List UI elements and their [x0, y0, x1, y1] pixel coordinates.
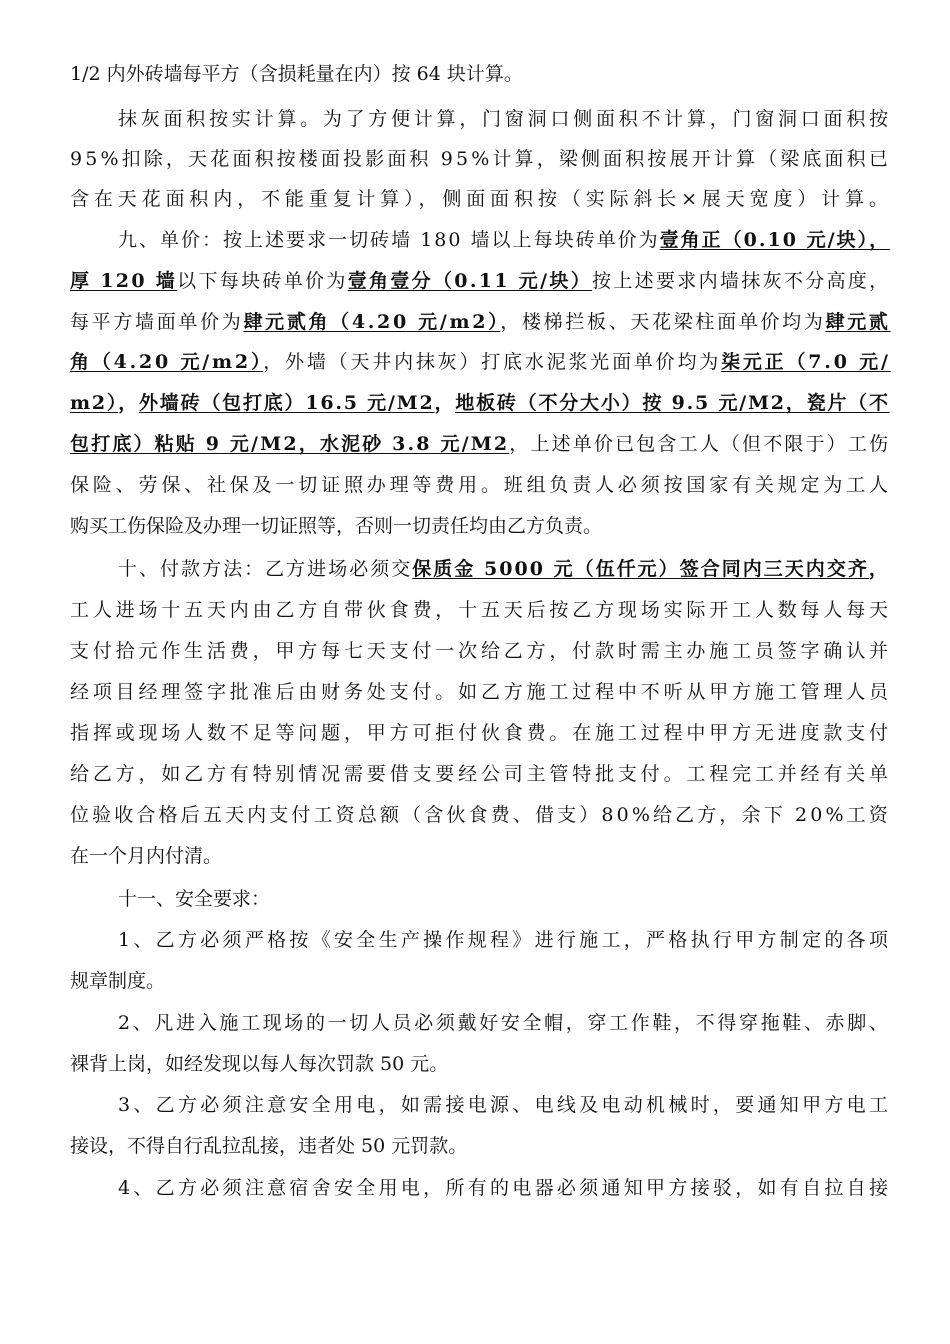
- text-line: [0, 795, 950, 835]
- text-segment: 3、乙方必须注意安全用电，如需接电源、电线及电动机械时，要通知甲方电工: [118, 1094, 892, 1116]
- emphasized-text: 柒元正（7.0 元/: [721, 351, 891, 373]
- text-segment: 裸背上岗，如经发现以每人每次罚款 50 元。: [70, 1053, 449, 1075]
- text-segment: 九、单价：按上述要求一切砖墙 180 墙以上每块砖单价为: [118, 229, 660, 251]
- text-line: [0, 261, 950, 301]
- text-segment: 接设，不得自行乱拉乱接，违者处 50 元罚款。: [70, 1135, 468, 1157]
- text-line: [0, 754, 950, 794]
- text-segment: 规章制度。: [70, 970, 166, 992]
- text-segment: 十一、安全要求：: [118, 888, 271, 910]
- text-segment: 位验收合格后五天内支付工资总额（含伙食费、借支）80%给乙方，余下 20%工资: [70, 804, 891, 826]
- emphasized-text: 角（4.20 元/m2）: [70, 351, 264, 373]
- text-line: [0, 879, 950, 919]
- text-line: [0, 139, 950, 179]
- text-line: [0, 713, 950, 753]
- text-segment: 经项目经理签字批准后由财务处支付。如乙方施工过程中不听从甲方施工管理人员: [70, 681, 892, 703]
- text-line: [0, 220, 950, 260]
- text-segment: ，: [868, 558, 890, 580]
- text-segment: 4、乙方必须注意宿舍安全用电，所有的电器必须通知甲方接驳，如有自拉自接: [118, 1177, 892, 1199]
- text-line: [0, 506, 950, 546]
- text-segment: ，上述单价已包含工人（但不限于）工伤: [509, 433, 891, 455]
- text-line: [0, 342, 950, 382]
- text-line: [0, 549, 950, 589]
- text-segment: 十、付款方法：乙方进场必须交: [118, 558, 413, 580]
- emphasized-text: 壹角壹分（0.11 元/块）: [347, 270, 593, 292]
- text-line: [0, 179, 950, 219]
- emphasized-text: 肆元贰: [825, 311, 891, 333]
- text-line: [0, 1044, 950, 1084]
- text-line: [0, 1168, 950, 1208]
- text-line: [0, 672, 950, 712]
- text-segment: 含在天花面积内，不能重复计算），侧面面积按（实际斜长×展天宽度）计算。: [70, 188, 893, 210]
- text-line: [0, 590, 950, 630]
- text-line: [0, 99, 950, 139]
- emphasized-text: 包打底）粘贴 9 元/M2，水泥砂 3.8 元/M2: [70, 433, 510, 455]
- text-line: [0, 631, 950, 671]
- text-segment: 在一个月内付清。: [70, 845, 223, 867]
- text-segment: 抹灰面积按实计算。为了方便计算，门窗洞口侧面积不计算，门窗洞口面积按: [118, 108, 892, 130]
- text-line: [0, 836, 950, 876]
- text-segment: 购买工伤保险及办理一切证照等，否则一切责任均由乙方负责。: [70, 515, 603, 537]
- emphasized-text: 外墙砖（包打底）16.5 元/M2: [139, 392, 435, 414]
- text-segment: 保险、劳保、社保及一切证照办理等费用。班组负责人必须按国家有关规定为工人: [70, 474, 892, 496]
- text-segment: 2、凡进入施工现场的一切人员必须戴好安全帽，穿工作鞋，不得穿拖鞋、赤脚、: [118, 1012, 891, 1034]
- emphasized-text: m2）: [70, 392, 119, 414]
- text-segment: 指挥或现场人数不足等问题，甲方可拒付伙食费。在施工过程中甲方无进度款支付: [70, 722, 892, 744]
- text-line: [0, 961, 950, 1001]
- text-segment: 1、乙方必须严格按《安全生产操作规程》进行施工，严格执行甲方制定的各项: [118, 929, 892, 951]
- text-line: [0, 1003, 950, 1043]
- text-segment: 支付拾元作生活费，甲方每七天支付一次给乙方，付款时需主办施工员签字确认并: [70, 640, 892, 662]
- text-line: [0, 1126, 950, 1166]
- text-line: [0, 383, 950, 423]
- emphasized-text: 地板砖（不分大小）按 9.5 元/M2，瓷片（不: [455, 392, 890, 414]
- text-line: [0, 465, 950, 505]
- text-line: [0, 54, 950, 94]
- text-segment: ，: [434, 392, 456, 414]
- text-segment: ，楼梯拦板、天花梁柱面单价均为: [500, 311, 826, 333]
- text-segment: 按上述要求内墙抹灰不分高度，: [592, 270, 891, 292]
- text-segment: 工人进场十五天内由乙方自带伙食费，十五天后按乙方现场实际开工人数每人每天: [70, 599, 892, 621]
- text-segment: ，外墙（天井内抹灰）打底水泥浆光面单价均为: [263, 351, 722, 373]
- text-segment: 以下每块砖单价为: [177, 270, 348, 292]
- emphasized-text: 壹角正（0.10 元/块），: [659, 229, 891, 251]
- text-segment: 每平方墙面单价为: [70, 311, 244, 333]
- text-segment: ，: [118, 392, 139, 414]
- emphasized-text: 肆元贰角（4.20 元/m2）: [243, 311, 501, 333]
- text-line: [0, 920, 950, 960]
- emphasized-text: 厚 120 墙: [70, 270, 178, 292]
- text-segment: 给乙方，如乙方有特别情况需要借支要经公司主管特批支付。工程完工并经有关单: [70, 763, 892, 785]
- text-segment: 1/2 内外砖墙每平方（含损耗量在内）按 64 块计算。: [70, 63, 523, 85]
- text-line: [0, 424, 950, 464]
- text-segment: 95%扣除，天花面积按楼面投影面积 95%计算，梁侧面积按展开计算（梁底面积已: [70, 148, 891, 170]
- text-line: [0, 302, 950, 342]
- text-line: [0, 1085, 950, 1125]
- emphasized-text: 保质金 5000 元（伍仟元）签合同内三天内交齐: [412, 558, 869, 580]
